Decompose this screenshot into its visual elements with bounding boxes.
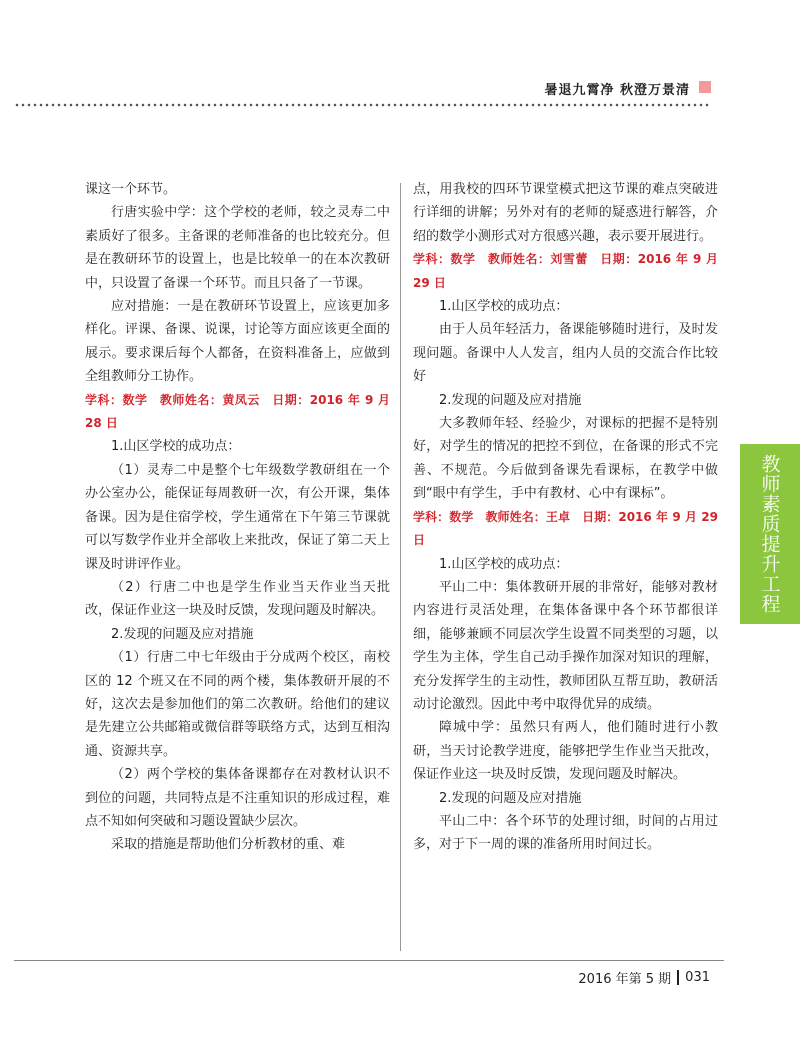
body-paragraph: 大多教师年轻、经验少，对课标的把握不是特别好，对学生的情况的把控不到位，在备课的形式不完善、不规范。今后做到备课先看课标，在教学中做到“眼中有学生，手中有教材、心中有课标”。: [413, 416, 718, 502]
right-text-column: [413, 178, 718, 857]
body-paragraph: 2.发现的问题及应对措施: [439, 392, 582, 408]
body-paragraph: 行唐实验中学：这个学校的老师，较之灵寿二中素质好了很多。主备课的老师准备的也比较充分。但是在教研环节的设置上，也是比较单一的在本次教研中，只设置了备课一个环节。而且只备了一节课。: [85, 205, 390, 291]
body-paragraph: 平山二中：集体教研开展的非常好，能够对教材内容进行灵活处理，在集体备课中各个环节都很详细，能够兼顾不同层次学生设置不同类型的习题，以学生为主体，学生自己动手操作加深对知识的理解，充分发挥学生的主动性，教师团队互帮互助，教研活动讨论激烈。因此中考中取得优异的成绩。: [413, 579, 718, 712]
section-side-tab-label: 教师素质提升工程: [758, 454, 781, 614]
body-paragraph: （1）行唐二中七年级由于分成两个校区，南校区的 12 个班又在不同的两个楼，集体教研开展的不好，这次去是参加他们的第二次教研。给他们的建议是先建立公共邮箱或微信群等联络方式，达到互相沟通、资源共享。: [85, 650, 390, 759]
body-paragraph: （2）行唐二中也是学生作业当天作业当天批改，保证作业这一块及时反馈，发现问题及时解决。: [85, 579, 390, 619]
footer: [578, 968, 710, 987]
footer-issue: 2016 年第 5 期: [578, 972, 672, 987]
body-paragraph-continued: 课这一个环节。: [85, 182, 177, 197]
subject-heading: 学科：数学 教师姓名：王卓 日期：2016 年 9 月 29 日: [413, 509, 718, 548]
left-text-column: [85, 178, 390, 857]
footer-rule: [14, 960, 724, 961]
body-paragraph: （1）灵寿二中是整个七年级数学教研组在一个办公室办公，能保证每周教研一次，有公开课，集体备课。因为是住宿学校，学生通常在下午第三节课就可以写数学作业并全部收上来批改，保证了第二天上课及时讲评作业。: [85, 462, 390, 572]
header-decor-block: [699, 81, 711, 93]
subject-heading: 学科：数学 教师姓名：刘雪蕾 日期：2016 年 9 月 29 日: [413, 252, 718, 290]
body-paragraph: 由于人员年轻活力，备课能够随时进行，及时发现问题。备课中人人发言，组内人员的交流合作比较好: [413, 322, 718, 385]
header-dotted-rule: [14, 103, 710, 107]
column-divider: [400, 183, 401, 951]
footer-separator: [677, 970, 679, 985]
body-paragraph: 平山二中：各个环节的处理讨细，时间的占用过多，对于下一周的课的准备所用时间过长。: [413, 813, 718, 853]
body-paragraph: （2）两个学校的集体备课都存在对教材认识不到位的问题，共同特点是不注重知识的形成过程，难点不知如何突破和习题设置缺少层次。: [85, 767, 390, 829]
header-slogan: 暑退九霄净 秋澄万景清: [544, 83, 690, 98]
body-paragraph: 采取的措施是帮助他们分析教材的重、难: [111, 837, 346, 853]
page-number: 031: [685, 970, 710, 985]
section-side-tab: [740, 444, 800, 624]
body-paragraph: 应对措施：一是在教研环节设置上，应该更加多样化。评课、备课、说课，讨论等方面应该更全面的展示。要求课后每个人都备，在资料准备上，应做到全组教师分工协作。: [85, 299, 390, 385]
subject-heading: 学科：数学 教师姓名：黄凤云 日期：2016 年 9 月 28 日: [85, 392, 390, 431]
body-paragraph: 1.山区学校的成功点：: [439, 299, 569, 315]
body-paragraph: 障城中学：虽然只有两人，他们随时进行小教研，当天讨论教学进度，能够把学生作业当天批改，保证作业这一块及时反馈，发现问题及时解决。: [413, 720, 718, 783]
body-paragraph: 2.发现的问题及应对措施: [111, 626, 254, 642]
body-paragraph-continued: 点，用我校的四环节课堂模式把这节课的难点突破进行详细的讲解；另外对有的老师的疑惑进行解答，介绍的数学小测形式对方很感兴趣，表示要开展进行。: [413, 182, 718, 244]
body-paragraph: 1.山区学校的成功点：: [111, 439, 241, 455]
body-paragraph: 1.山区学校的成功点：: [439, 556, 569, 572]
body-paragraph: 2.发现的问题及应对措施: [439, 790, 582, 806]
